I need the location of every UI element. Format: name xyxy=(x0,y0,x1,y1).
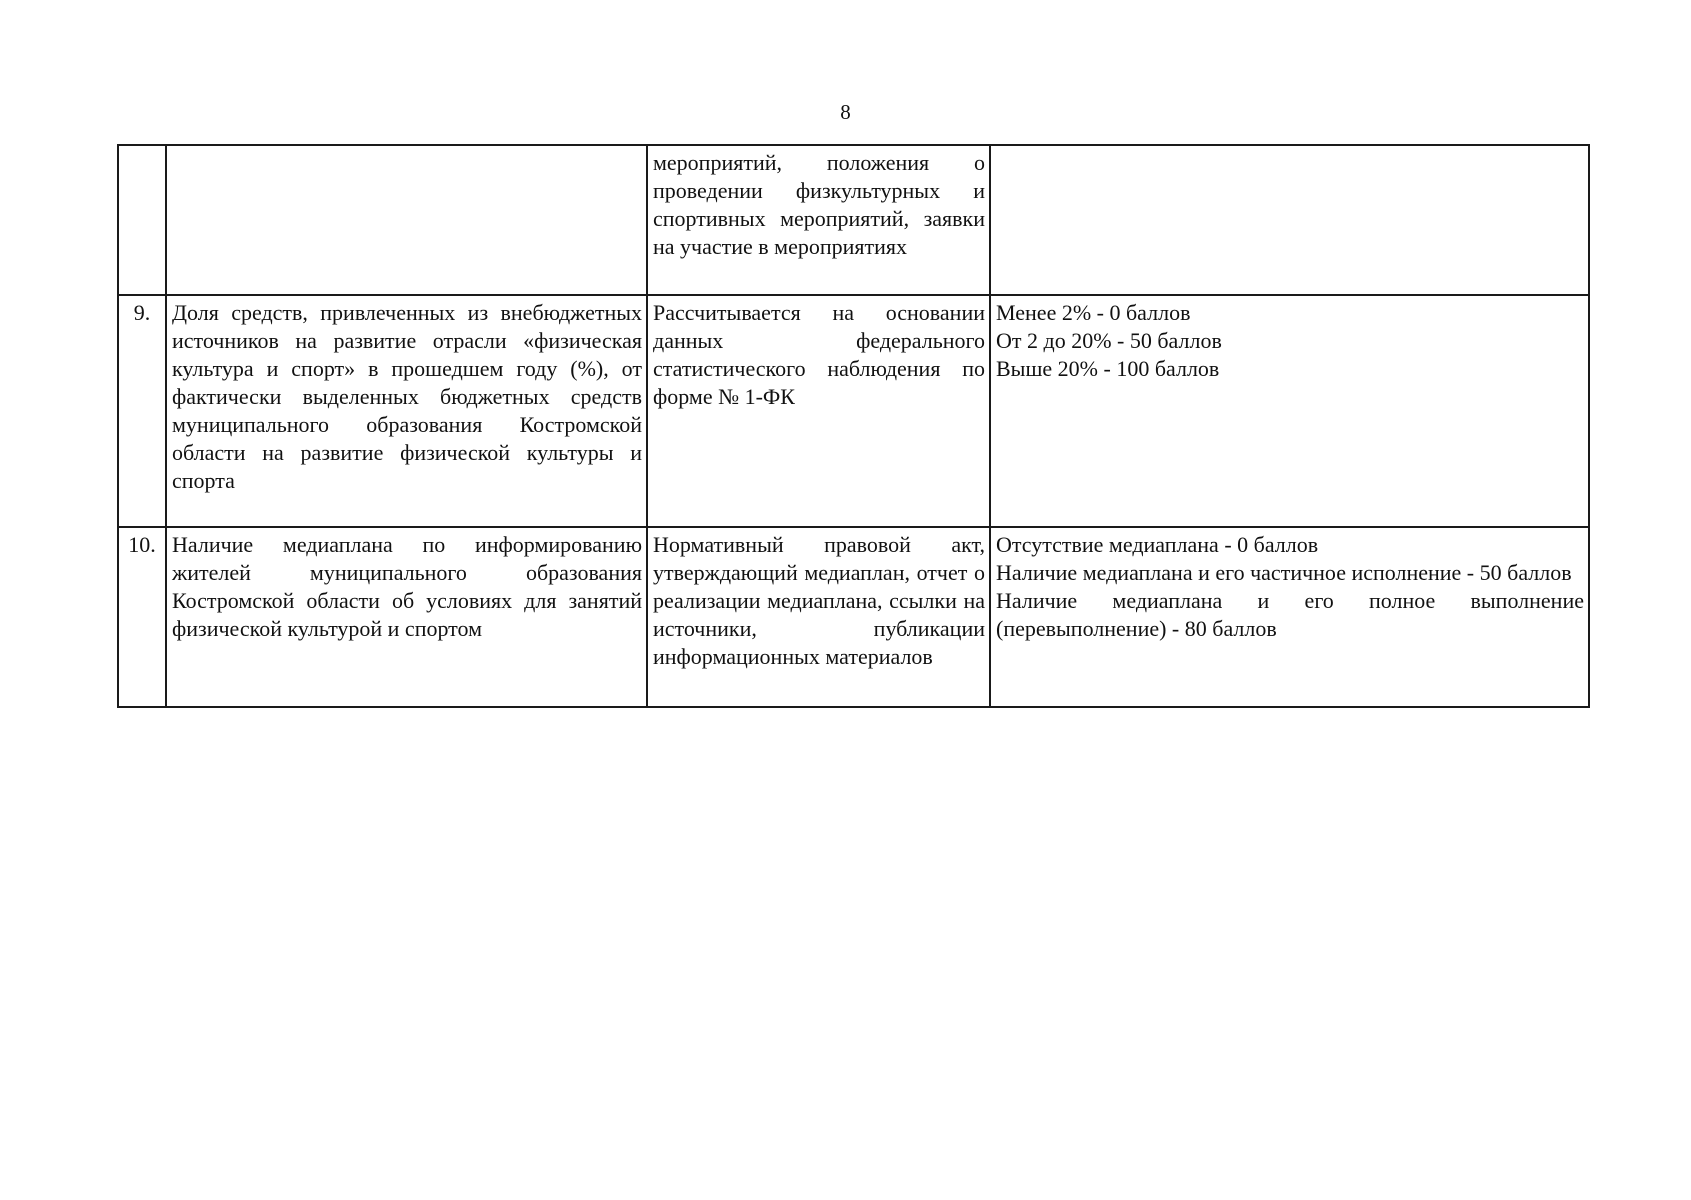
indicator-cell xyxy=(166,145,647,295)
table-row xyxy=(118,527,1589,707)
indicator-cell: Наличие медиаплана по информированию жителей муниципального образования Костромской области об условиях для занятий физической культурой и спортом xyxy=(166,527,647,707)
page-number: 8 xyxy=(840,100,851,124)
score-line: Наличие медиаплана и его полное выполнение (перевыполнение) - 80 баллов xyxy=(996,588,1584,641)
score-line: Наличие медиаплана и его частичное исполнение - 50 баллов xyxy=(996,560,1572,585)
row-number-cell xyxy=(118,145,166,295)
row-number-cell: 9. xyxy=(118,295,166,527)
score-cell xyxy=(990,295,1589,527)
criteria-table xyxy=(117,144,1590,708)
indicator-cell: Доля средств, привлеченных из внебюджетных источников на развитие отрасли «физическая культура и спорт» в прошедшем году (%), от фактически выделенных бюджетных средств муниципального образования Костромской области на развитие физической культуры и спорта xyxy=(166,295,647,527)
score-cell xyxy=(990,145,1589,295)
source-cell: Рассчитывается на основании данных федерального статистического наблюдения по форме № 1-ФК xyxy=(647,295,990,527)
score-line: От 2 до 20% - 50 баллов xyxy=(996,328,1222,353)
score-line: Отсутствие медиаплана - 0 баллов xyxy=(996,532,1319,557)
row-number-cell: 10. xyxy=(118,527,166,707)
table-row xyxy=(118,145,1589,295)
source-cell: Нормативный правовой акт, утверждающий медиаплан, отчет о реализации медиаплана, ссылки на источники, публикации информационных материалов xyxy=(647,527,990,707)
score-line: Выше 20% - 100 баллов xyxy=(996,356,1220,381)
score-line: Менее 2% - 0 баллов xyxy=(996,300,1191,325)
table-row xyxy=(118,295,1589,527)
score-cell xyxy=(990,527,1589,707)
source-cell: мероприятий, положения о проведении физкультурных и спортивных мероприятий, заявки на участие в мероприятиях xyxy=(647,145,990,295)
